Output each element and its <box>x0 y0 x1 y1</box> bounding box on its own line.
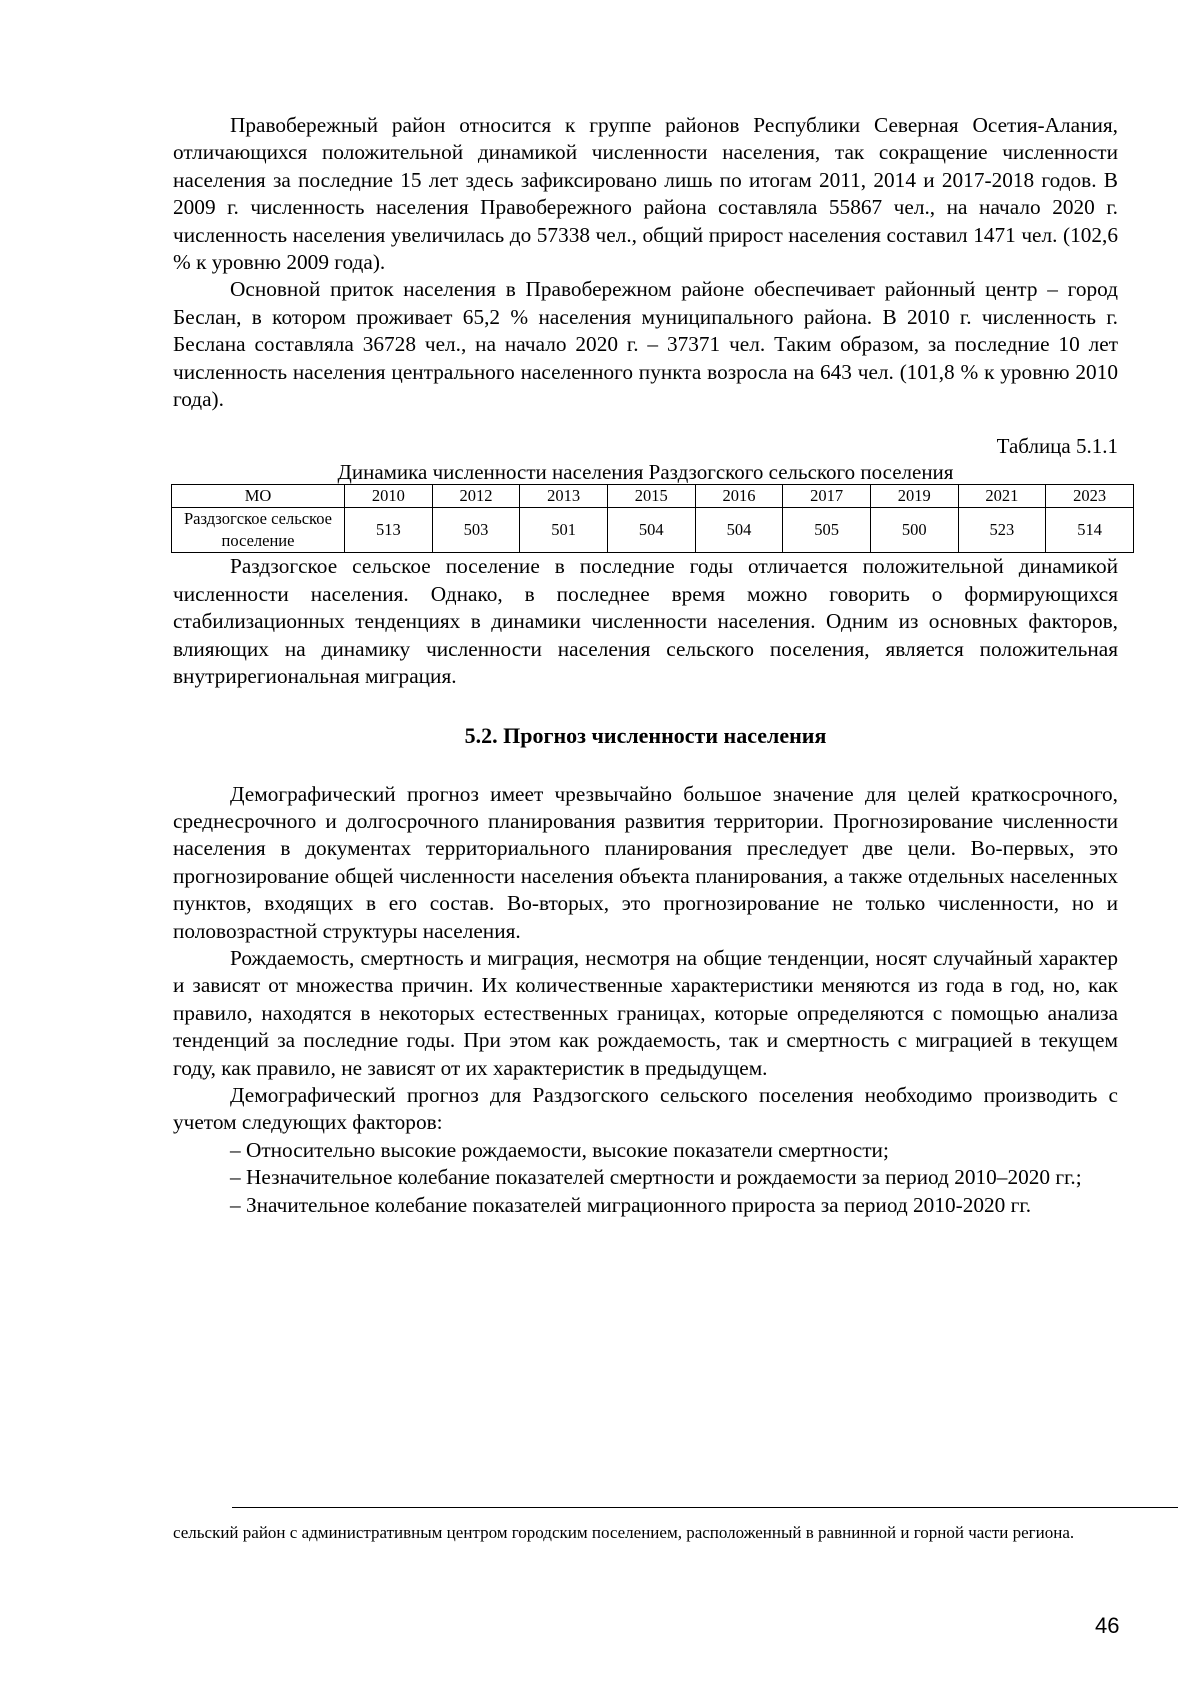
value-cell: 514 <box>1046 508 1134 553</box>
paragraph-2: Основной приток населения в Правобережном районе обеспечивает районный центр – город Беслан, в котором проживает 65,2 % населения муниципального района. В 2010 г. численность г. Беслана составляла 36728 чел., на начало 2020 г. – 37371 чел. Таким образом, за последние 10 лет численность населения центрального населенного пункта возросла на 643 чел. (101,8 % к уровню 2010 года). <box>173 277 1118 412</box>
header-cell-year: 2015 <box>607 485 695 508</box>
paragraph-after-table: Раздзогское сельское поселение в последние годы отличается положительной динамикой численности населения. Однако, в последнее время можно говорить о формирующихся стабилизационных тенденциях в динамики численности населения. Одним из основных факторов, влияющих на динамику численности населения сельского поселения, является положительная внутрирегиональная миграция. <box>173 554 1118 689</box>
section-heading: 5.2. Прогноз численности населения <box>464 722 827 748</box>
header-cell-mo: МО <box>172 485 345 508</box>
header-cell-year: 2016 <box>695 485 783 508</box>
section-paragraph-1: Демографический прогноз имеет чрезвычайно большое значение для целей краткосрочного, среднесрочного и долгосрочного планирования развития территории. Прогнозирование численности населения в документах территориального планирования преследует две цели. Во-первых, это прогнозирование общей численности населения объекта планирования, а также отдельных населенных пунктов, входящих в его состав. Во-вторых, это прогнозирование не только численности, но и половозрастной структуры населения. <box>173 781 1118 943</box>
table-number: Таблица 5.1.1 <box>996 434 1118 459</box>
value-cell: 501 <box>520 508 608 553</box>
value-cell: 523 <box>958 508 1046 553</box>
page-number: 46 <box>1095 1613 1120 1638</box>
footnote-separator <box>232 1507 1178 1508</box>
value-cell: 503 <box>432 508 520 553</box>
table-row <box>172 508 1134 553</box>
factor-item-3: – Значительное колебание показателей миграционного прироста за период 2010-2020 гг. <box>230 1192 1032 1217</box>
header-cell-year: 2019 <box>870 485 958 508</box>
header-cell-year: 2023 <box>1046 485 1134 508</box>
factor-item-2: – Незначительное колебание показателей смертности и рождаемости за период 2010–2020 гг.; <box>230 1165 1082 1190</box>
header-cell-year: 2010 <box>345 485 433 508</box>
header-cell-year: 2012 <box>432 485 520 508</box>
paragraph-1: Правобережный район относится к группе районов Республики Северная Осетия-Алания, отличающихся положительной динамикой численности населения, так сокращение численности населения за последние 15 лет здесь зафиксировано лишь по итогам 2011, 2014 и 2017-2018 годов. В 2009 г. численность населения Правобережного района составляла 55867 чел., на начало 2020 г. численность населения увеличилась до 57338 чел., общий прирост населения составил 1471 чел. (102,6 % к уровню 2009 года). <box>173 113 1118 275</box>
table-header-row <box>172 485 1134 508</box>
footnote-text: сельский район с административным центром городским поселением, расположенный в равнинной и горной части региона. <box>173 1523 1075 1542</box>
row-label-cell: Раздзогское сельское поселение <box>172 508 345 553</box>
section-paragraph-3: Демографический прогноз для Раздзогского сельского поселения необходимо производить с учетом следующих факторов: <box>173 1082 1118 1135</box>
value-cell: 500 <box>870 508 958 553</box>
value-cell: 504 <box>695 508 783 553</box>
header-cell-year: 2013 <box>520 485 608 508</box>
section-paragraph-2: Рождаемость, смертность и миграция, несмотря на общие тенденции, носят случайный характер и зависят от множества причин. Их количественные характеристики меняются из года в год, но, как правило, находятся в некоторых естественных границах, которые определяются с помощью анализа тенденций за последние годы. При этом как рождаемость, так и смертность с миграцией в текущем году, как правило, не зависят от их характеристик в предыдущем. <box>173 945 1118 1080</box>
header-cell-year: 2017 <box>783 485 871 508</box>
value-cell: 505 <box>783 508 871 553</box>
table-title: Динамика численности населения Раздзогского сельского поселения <box>337 460 954 485</box>
population-table <box>171 484 1134 553</box>
page-body <box>173 112 1118 1219</box>
value-cell: 513 <box>345 508 433 553</box>
header-cell-year: 2021 <box>958 485 1046 508</box>
factor-item-1: – Относительно высокие рождаемости, высокие показатели смертности; <box>230 1137 889 1162</box>
value-cell: 504 <box>607 508 695 553</box>
